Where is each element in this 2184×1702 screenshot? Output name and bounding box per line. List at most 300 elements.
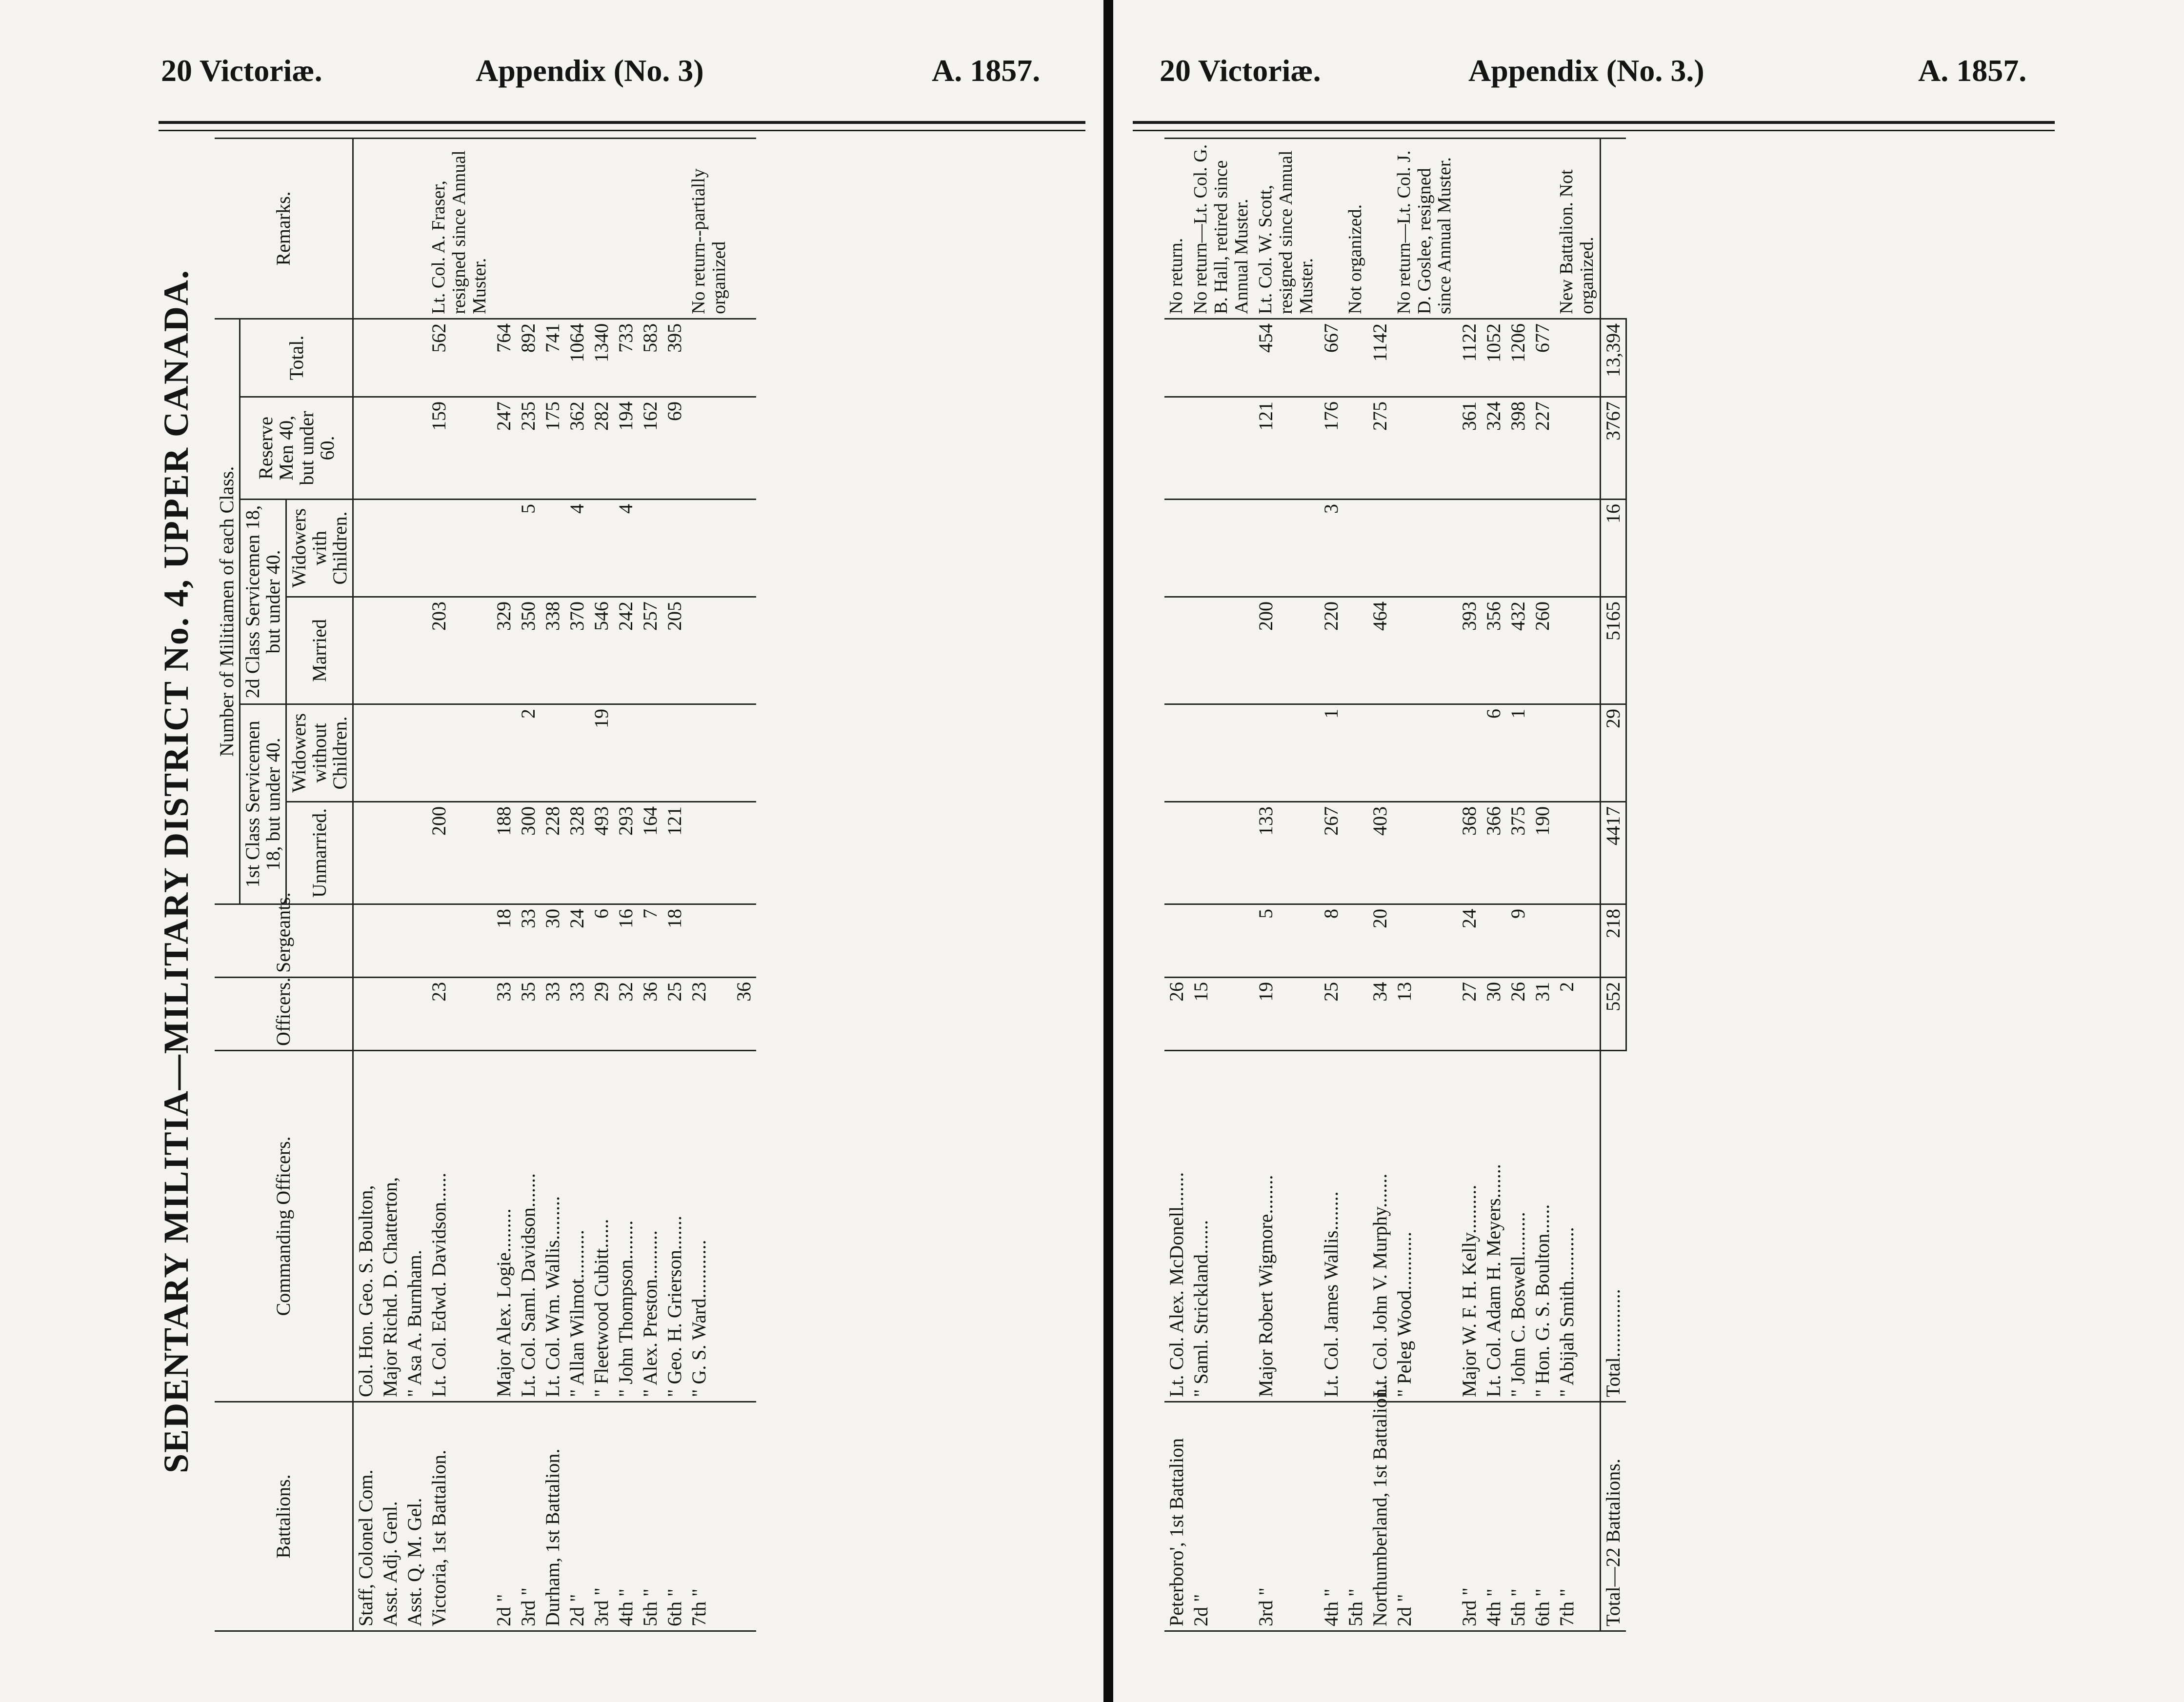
table-row [1368, 139, 1392, 1631]
cell-unmarried [1343, 802, 1368, 904]
col-widowers-with: Widowers with Children. [286, 500, 353, 597]
cell-officer: Lt. Col. Wm. Wallis......... [541, 1051, 565, 1402]
cell-officer: " Hon. G. S. Boulton...... [1530, 1051, 1555, 1402]
cell-remarks [1319, 139, 1343, 319]
cell-unmarried: 375 [1506, 802, 1530, 904]
table-row [1392, 139, 1457, 1631]
cell-married [687, 597, 732, 704]
cell-remarks [516, 138, 541, 319]
cell-unmarried [732, 802, 756, 904]
table-row [1482, 139, 1506, 1631]
cell-remarks: Lt. Col. W. Scott, resigned since Annual Muster. [1254, 139, 1319, 319]
cell-officers: 13 [1392, 978, 1457, 1051]
cell-officers: 30 [1482, 978, 1506, 1051]
cell-reserve: 398 [1506, 397, 1530, 500]
cell-officer [732, 1051, 756, 1402]
cell-officers [1343, 978, 1368, 1051]
cell-widowers-without [1254, 704, 1319, 802]
cell-officer [1343, 1051, 1368, 1402]
cell-widowers-with [1368, 500, 1392, 597]
cell-unmarried: 190 [1530, 802, 1555, 904]
header-year: A. 1857. [932, 53, 1041, 88]
cell-officers: 31 [1530, 978, 1555, 1051]
cell-total: 454 [1254, 319, 1319, 397]
cell-sergeants: 24 [565, 904, 589, 978]
cell-widowers-without [732, 704, 756, 802]
cell-widowers-with [353, 500, 379, 597]
cell-officer: Lt. Col. John V. Murphy....... [1368, 1051, 1392, 1402]
cell-total: 1122 [1457, 319, 1482, 397]
cell-total [1164, 319, 1189, 397]
cell-battalion: 5th " [1343, 1402, 1368, 1631]
cell-officer: Lt. Col. Saml. Davidson....... [516, 1051, 541, 1402]
cell-officer: Lt. Col. Alex. McDonell....... [1164, 1051, 1189, 1402]
cell-officers: 27 [1457, 978, 1482, 1051]
cell-widowers-without [1164, 704, 1189, 802]
cell-sergeants [1189, 904, 1254, 978]
cell-officer: " John Thompson........ [614, 1051, 638, 1402]
cell-battalion: 6th " [662, 1402, 687, 1631]
cell-sergeants [1343, 904, 1368, 978]
table-row [378, 138, 402, 1631]
table-row [1319, 139, 1343, 1631]
cell-officer: Col. Hon. Geo. S. Boulton, [353, 1051, 379, 1402]
cell-sergeants: 18 [662, 904, 687, 978]
cell-married: 220 [1319, 597, 1343, 704]
cell-widowers-with [662, 500, 687, 597]
cell-officer: Lt. Col. James Wallis........ [1319, 1051, 1343, 1402]
cell-sergeants: 8 [1319, 904, 1343, 978]
cell-officer: " Geo. H. Grierson....... [662, 1051, 687, 1402]
cell-remarks: New Battalion. Not organized. [1555, 139, 1600, 319]
cell-officers: 2 [1555, 978, 1600, 1051]
cell-officers [402, 978, 427, 1051]
cell-battalion: Asst. Q. M. Gel. [402, 1402, 427, 1631]
cell-married [1392, 597, 1457, 704]
cell-widowers-without [638, 704, 662, 802]
cell-widowers-without [662, 704, 687, 802]
header-rule [159, 121, 1085, 124]
cell-widowers-with [1457, 500, 1482, 597]
cell-officer: Major W. F. H. Kelly.......... [1457, 1051, 1482, 1402]
cell-widowers-without [1189, 704, 1254, 802]
cell-battalion: 3rd " [1457, 1402, 1482, 1631]
cell-reserve: 162 [638, 397, 662, 500]
cell-widowers-with [1392, 500, 1457, 597]
cell-total [1189, 319, 1254, 397]
cell-unmarried: 164 [638, 802, 662, 904]
cell-unmarried: 366 [1482, 802, 1506, 904]
cell-unmarried: 300 [516, 802, 541, 904]
cell-officer: Lt. Col. Adam H. Meyers....... [1482, 1051, 1506, 1402]
cell-total: 1064 [565, 319, 589, 397]
right-table-body [1164, 139, 1626, 1631]
col-first-class: 1st Class Servicemen 18, but under 40. [240, 704, 286, 904]
cell-officers: 33 [492, 978, 516, 1051]
table-row [732, 138, 756, 1631]
cell-battalion: Peterboro', 1st Battalion [1164, 1402, 1189, 1631]
cell-battalion: 3rd " [516, 1402, 541, 1631]
cell-battalion: Staff, Colonel Com. [353, 1402, 379, 1631]
cell-married: 356 [1482, 597, 1506, 704]
cell-unmarried: 4417 [1600, 802, 1626, 904]
cell-reserve: 121 [1254, 397, 1319, 500]
cell-unmarried: 228 [541, 802, 565, 904]
table-row [614, 138, 638, 1631]
cell-unmarried: 188 [492, 802, 516, 904]
table-row [589, 138, 614, 1631]
table-row [427, 138, 492, 1631]
cell-married: 200 [1254, 597, 1319, 704]
cell-remarks: No return--partially organized [687, 138, 732, 319]
cell-sergeants [1555, 904, 1600, 978]
cell-widowers-without [1343, 704, 1368, 802]
cell-sergeants: 24 [1457, 904, 1482, 978]
cell-widowers-with [1530, 500, 1555, 597]
right-militia-table [1164, 138, 1627, 1632]
cell-widowers-without [541, 704, 565, 802]
cell-reserve [402, 397, 427, 500]
cell-total: 562 [427, 319, 492, 397]
cell-reserve [687, 397, 732, 500]
cell-reserve [1343, 397, 1368, 500]
cell-widowers-without [402, 704, 427, 802]
cell-widowers-without: 2 [516, 704, 541, 802]
page-gutter [1103, 0, 1113, 1702]
cell-officers: 35 [516, 978, 541, 1051]
cell-unmarried [1164, 802, 1189, 904]
cell-unmarried: 133 [1254, 802, 1319, 904]
cell-reserve [1392, 397, 1457, 500]
cell-sergeants: 16 [614, 904, 638, 978]
cell-battalion: 5th " [1506, 1402, 1530, 1631]
cell-sergeants: 7 [638, 904, 662, 978]
cell-total: 395 [662, 319, 687, 397]
cell-remarks [638, 138, 662, 319]
cell-widowers-without [1368, 704, 1392, 802]
table-row [1343, 139, 1368, 1631]
cell-reserve [378, 397, 402, 500]
cell-widowers-with [1555, 500, 1600, 597]
cell-total: 583 [638, 319, 662, 397]
table-title: SEDENTARY MILITIA—MILITARY DISTRICT No. 4, UPPER CANADA. [157, 269, 196, 1473]
table-row [1457, 139, 1482, 1631]
left-militia-table [215, 138, 756, 1632]
col-unmarried: Unmarried. [286, 802, 353, 904]
cell-officer: Major Alex. Logie......... [492, 1051, 516, 1402]
col-married: Married [286, 597, 353, 704]
col-sergeants: Sergeants. [215, 904, 353, 978]
cell-widowers-with [732, 500, 756, 597]
header-appendix: Appendix (No. 3) [476, 53, 704, 88]
cell-unmarried: 200 [427, 802, 492, 904]
cell-unmarried [402, 802, 427, 904]
col-total: Total. [240, 319, 353, 397]
col-officers: Officers. [215, 978, 353, 1051]
cell-battalion: Victoria, 1st Battalion. [427, 1402, 492, 1631]
cell-officers: 33 [541, 978, 565, 1051]
cell-remarks [1506, 139, 1530, 319]
cell-married: 338 [541, 597, 565, 704]
cell-sergeants [1164, 904, 1189, 978]
cell-sergeants: 30 [541, 904, 565, 978]
header-rule [1133, 121, 2055, 124]
cell-sergeants [687, 904, 732, 978]
cell-sergeants [1530, 904, 1555, 978]
cell-sergeants: 218 [1600, 904, 1626, 978]
table-row [1506, 139, 1530, 1631]
cell-battalion: Total—22 Battalions. [1600, 1402, 1626, 1631]
cell-widowers-with: 4 [614, 500, 638, 597]
cell-battalion: 2d " [1392, 1402, 1457, 1631]
cell-reserve: 227 [1530, 397, 1555, 500]
table-row [541, 138, 565, 1631]
cell-married: 257 [638, 597, 662, 704]
cell-total: 764 [492, 319, 516, 397]
cell-widowers-with: 4 [565, 500, 589, 597]
cell-officer: " G. S. Ward............ [687, 1051, 732, 1402]
cell-total [1343, 319, 1368, 397]
col-commanding-officers: Commanding Officers. [215, 1051, 353, 1402]
cell-widowers-with [492, 500, 516, 597]
cell-married [1164, 597, 1189, 704]
cell-officers: 32 [614, 978, 638, 1051]
cell-sergeants: 9 [1506, 904, 1530, 978]
table-row [638, 138, 662, 1631]
cell-married [353, 597, 379, 704]
cell-widowers-without: 19 [589, 704, 614, 802]
cell-married: 464 [1368, 597, 1392, 704]
right-page [1113, 0, 2184, 1702]
cell-reserve [353, 397, 379, 500]
cell-total: 1206 [1506, 319, 1530, 397]
cell-remarks: No return—Lt. Col. J. D. Goslee, resigned since Annual Muster. [1392, 139, 1457, 319]
cell-sergeants: 5 [1254, 904, 1319, 978]
cell-unmarried: 368 [1457, 802, 1482, 904]
cell-officers: 26 [1506, 978, 1530, 1051]
cell-officers: 29 [589, 978, 614, 1051]
col-reserve: Reserve Men 40, but under 60. [240, 397, 353, 500]
header-session: 20 Victoriæ. [161, 53, 322, 88]
cell-widowers-without [378, 704, 402, 802]
cell-remarks [1368, 139, 1392, 319]
cell-married: 203 [427, 597, 492, 704]
header-appendix: Appendix (No. 3.) [1468, 53, 1704, 88]
cell-battalion: Durham, 1st Battalion. [541, 1402, 565, 1631]
cell-widowers-with: 16 [1600, 500, 1626, 597]
cell-widowers-without [1457, 704, 1482, 802]
cell-married: 242 [614, 597, 638, 704]
cell-widowers-without: 6 [1482, 704, 1506, 802]
cell-married: 260 [1530, 597, 1555, 704]
cell-officers [378, 978, 402, 1051]
cell-total: 1340 [589, 319, 614, 397]
cell-battalion: 2d " [1189, 1402, 1254, 1631]
cell-total: 733 [614, 319, 638, 397]
cell-widowers-with [1343, 500, 1368, 597]
cell-sergeants [732, 904, 756, 978]
cell-battalion: 7th " [1555, 1402, 1600, 1631]
header-rule [1133, 130, 2055, 131]
cell-married [1343, 597, 1368, 704]
cell-officer: " Peleg Wood............ [1392, 1051, 1457, 1402]
cell-unmarried: 493 [589, 802, 614, 904]
cell-officers: 34 [1368, 978, 1392, 1051]
cell-remarks [589, 138, 614, 319]
cell-officers: 26 [1164, 978, 1189, 1051]
cell-reserve: 235 [516, 397, 541, 500]
cell-married: 329 [492, 597, 516, 704]
cell-remarks [1482, 139, 1506, 319]
table-row [565, 138, 589, 1631]
cell-officers: 33 [565, 978, 589, 1051]
cell-widowers-with: 5 [516, 500, 541, 597]
cell-remarks [353, 138, 379, 319]
table-row [687, 138, 732, 1631]
cell-widowers-without: 29 [1600, 704, 1626, 802]
cell-reserve [1189, 397, 1254, 500]
cell-battalion [732, 1402, 756, 1631]
cell-officer: Major Richd. D. Chatterton, [378, 1051, 402, 1402]
cell-officer: " Allan Wilmot.......... [565, 1051, 589, 1402]
cell-reserve: 282 [589, 397, 614, 500]
cell-widowers-without [614, 704, 638, 802]
cell-unmarried [1392, 802, 1457, 904]
cell-officer: " Abijah Smith........... [1555, 1051, 1600, 1402]
cell-battalion: 3rd " [1254, 1402, 1319, 1631]
cell-widowers-without [353, 704, 379, 802]
cell-remarks: Not organized. [1343, 139, 1368, 319]
cell-reserve: 194 [614, 397, 638, 500]
header-year: A. 1857. [1918, 53, 2027, 88]
cell-battalion: 2d " [565, 1402, 589, 1631]
cell-remarks [541, 138, 565, 319]
cell-married: 350 [516, 597, 541, 704]
table-row [1164, 139, 1189, 1631]
cell-married: 5165 [1600, 597, 1626, 704]
left-table-body [353, 138, 756, 1631]
cell-total: 667 [1319, 319, 1343, 397]
cell-married [1189, 597, 1254, 704]
cell-sergeants: 33 [516, 904, 541, 978]
cell-reserve: 175 [541, 397, 565, 500]
cell-battalion: 4th " [1319, 1402, 1343, 1631]
cell-officer: " John C. Boswell......... [1506, 1051, 1530, 1402]
cell-sergeants [378, 904, 402, 978]
cell-total: 677 [1530, 319, 1555, 397]
cell-reserve [732, 397, 756, 500]
cell-widowers-with [1506, 500, 1530, 597]
cell-officers: 36 [732, 978, 756, 1051]
cell-officers: 23 [427, 978, 492, 1051]
cell-sergeants [427, 904, 492, 978]
cell-married [378, 597, 402, 704]
cell-reserve: 69 [662, 397, 687, 500]
cell-married [1555, 597, 1600, 704]
cell-total [1555, 319, 1600, 397]
cell-total: 1142 [1368, 319, 1392, 397]
cell-widowers-with [589, 500, 614, 597]
cell-remarks [662, 138, 687, 319]
cell-widowers-without [1530, 704, 1555, 802]
cell-total [378, 319, 402, 397]
cell-reserve: 3767 [1600, 397, 1626, 500]
cell-officer: Major Robert Wigmore........ [1254, 1051, 1319, 1402]
cell-unmarried [687, 802, 732, 904]
cell-widowers-with [402, 500, 427, 597]
cell-battalion: Northumberland, 1st Battalion. [1368, 1402, 1392, 1631]
cell-unmarried: 403 [1368, 802, 1392, 904]
cell-remarks [492, 138, 516, 319]
cell-married: 370 [565, 597, 589, 704]
cell-remarks [402, 138, 427, 319]
cell-widowers-with [1482, 500, 1506, 597]
cell-widowers-without: 1 [1319, 704, 1343, 802]
cell-married: 205 [662, 597, 687, 704]
cell-total [353, 319, 379, 397]
cell-remarks [565, 138, 589, 319]
cell-reserve: 176 [1319, 397, 1343, 500]
cell-officers: 25 [662, 978, 687, 1051]
table-row [1530, 139, 1555, 1631]
cell-remarks: No return—Lt. Col. G. B. Hall, retired since Annual Muster. [1189, 139, 1254, 319]
col-battalions: Battalions. [215, 1402, 353, 1631]
cell-unmarried [378, 802, 402, 904]
cell-officers: 23 [687, 978, 732, 1051]
cell-battalion: 3rd " [589, 1402, 614, 1631]
table-row [353, 138, 379, 1631]
cell-married: 393 [1457, 597, 1482, 704]
total-row [1600, 139, 1626, 1631]
cell-total [402, 319, 427, 397]
cell-unmarried [353, 802, 379, 904]
cell-officer: " Saml. Strickland....... [1189, 1051, 1254, 1402]
cell-officer: " Alex. Preston.......... [638, 1051, 662, 1402]
cell-remarks: Lt. Col. A. Fraser, resigned since Annual Muster. [427, 138, 492, 319]
cell-battalion: 4th " [614, 1402, 638, 1631]
cell-total [732, 319, 756, 397]
cell-unmarried: 267 [1319, 802, 1343, 904]
cell-battalion: 7th " [687, 1402, 732, 1631]
cell-unmarried: 121 [662, 802, 687, 904]
cell-remarks [1457, 139, 1482, 319]
cell-married [732, 597, 756, 704]
cell-sergeants: 6 [589, 904, 614, 978]
cell-sergeants: 20 [1368, 904, 1392, 978]
col-widowers-without: Widowers without Children. [286, 704, 353, 802]
cell-sergeants [1392, 904, 1457, 978]
table-row [492, 138, 516, 1631]
table-row [662, 138, 687, 1631]
cell-sergeants [1482, 904, 1506, 978]
cell-widowers-with [638, 500, 662, 597]
cell-officers: 15 [1189, 978, 1254, 1051]
table-row [1189, 139, 1254, 1631]
cell-married: 432 [1506, 597, 1530, 704]
table-row [516, 138, 541, 1631]
cell-unmarried: 293 [614, 802, 638, 904]
cell-total [687, 319, 732, 397]
cell-unmarried [1555, 802, 1600, 904]
table-row [402, 138, 427, 1631]
cell-widowers-with [1164, 500, 1189, 597]
cell-total: 892 [516, 319, 541, 397]
col-remarks: Remarks. [215, 138, 353, 319]
cell-widowers-without [687, 704, 732, 802]
cell-widowers-without [1555, 704, 1600, 802]
table-row [1555, 139, 1600, 1631]
cell-officer: Lt. Col. Edwd. Davidson...... [427, 1051, 492, 1402]
